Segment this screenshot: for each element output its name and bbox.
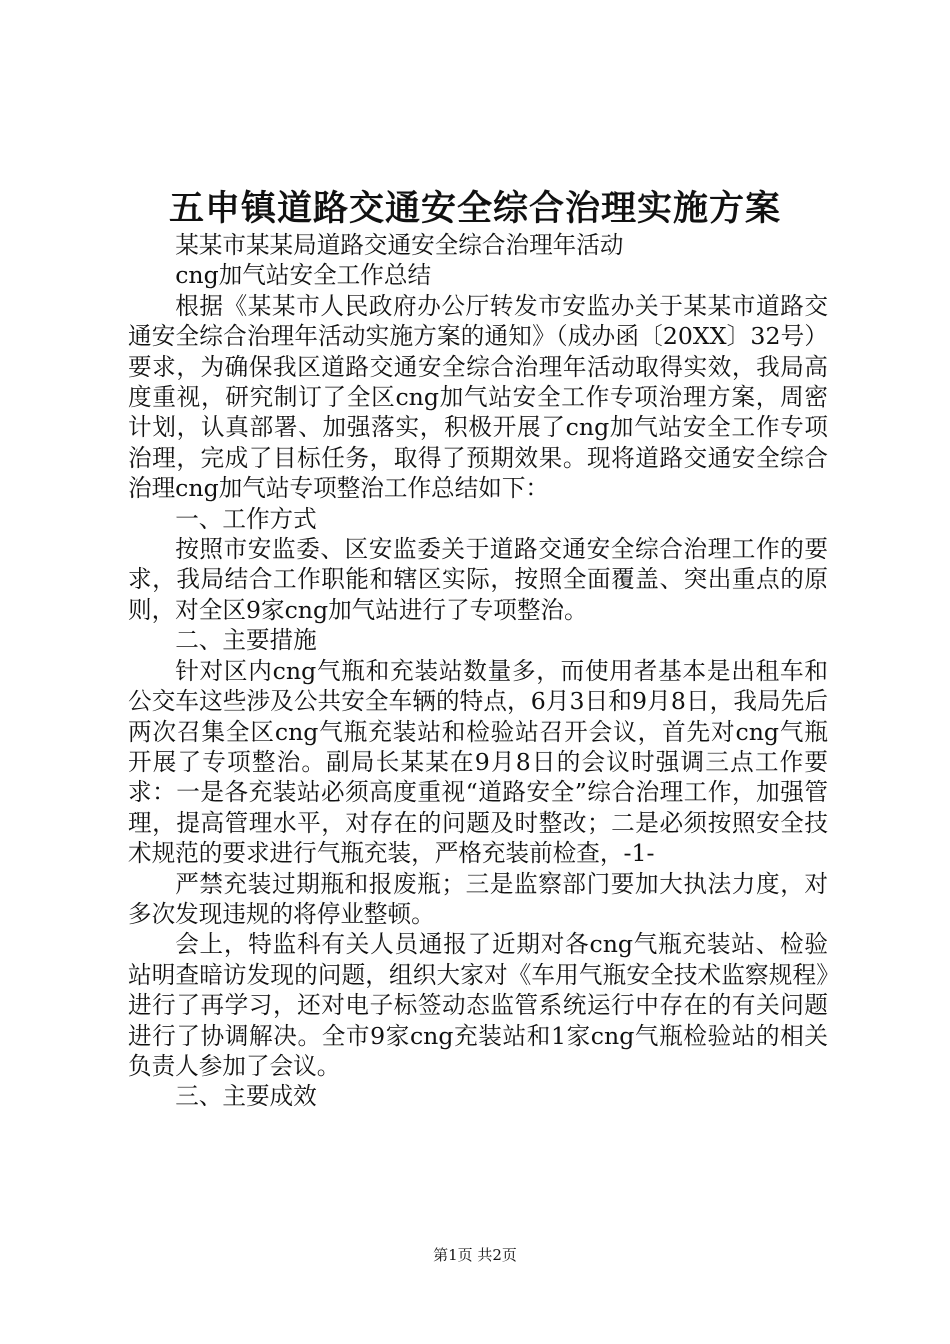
section-heading-1: 一、工作方式 [175, 504, 317, 533]
page-footer: 第1页 共2页 [433, 1246, 517, 1264]
section-heading-2: 二、主要措施 [175, 626, 317, 655]
section-heading-3: 三、主要成效 [175, 1082, 317, 1111]
paragraph-intro: 根据《某某市人民政府办公厅转发市安监办关于某某市道路交通安全综合治理年活动实施方案的通知》（成办函〔20XX〕32号）要求，为确保我区道路交通安全综合治理年活动取得实效，我局高度重视，研究制订了全区cng加气站安全工作专项治理方案，周密计划，认真部署、加强落实，积极开展了cng加气站安全工作专项治理，完成了目标任务，取得了预期效果。现将道路交通安全综合治理cng加气站专项整治工作总结如下： [128, 291, 828, 503]
document-title: 五申镇道路交通安全综合治理实施方案 [168, 188, 781, 229]
paragraph-subtitle-line2: cng加气站安全工作总结 [175, 261, 432, 290]
paragraph-subtitle-line1: 某某市某某局道路交通安全综合治理年活动 [175, 231, 624, 259]
paragraph-measures-cont: 严禁充装过期瓶和报废瓶；三是监察部门要加大执法力度，对多次发现违规的将停业整顿。 [128, 869, 828, 928]
paragraph-work-method: 按照市安监委、区安监委关于道路交通安全综合治理工作的要求，我局结合工作职能和辖区实际，按照全面覆盖、突出重点的原则，对全区9家cng加气站进行了专项整治。 [128, 535, 828, 624]
document-body [128, 230, 828, 1112]
paragraph-meeting: 会上，特监科有关人员通报了近期对各cng气瓶充装站、检验站明查暗访发现的问题，组织大家对《车用气瓶安全技术监察规程》进行了再学习，还对电子标签动态监管系统运行中存在的有关问题进行了协调解决。全市9家cng充装站和1家cng气瓶检验站的相关负责人参加了会议。 [128, 930, 828, 1080]
paragraph-measures: 针对区内cng气瓶和充装站数量多，而使用者基本是出租车和公交车这些涉及公共安全车辆的特点，6月3日和9月8日，我局先后两次召集全区cng气瓶充装站和检验站召开会议，首先对cng气瓶开展了专项整治。副局长某某在9月8日的会议时强调三点工作要求：一是各充装站必须高度重视“道路安全”综合治理工作，加强管理，提高管理水平，对存在的问题及时整改；二是必须按照安全技术规范的要求进行气瓶充装，严格充装前检查，-1- [128, 656, 828, 868]
